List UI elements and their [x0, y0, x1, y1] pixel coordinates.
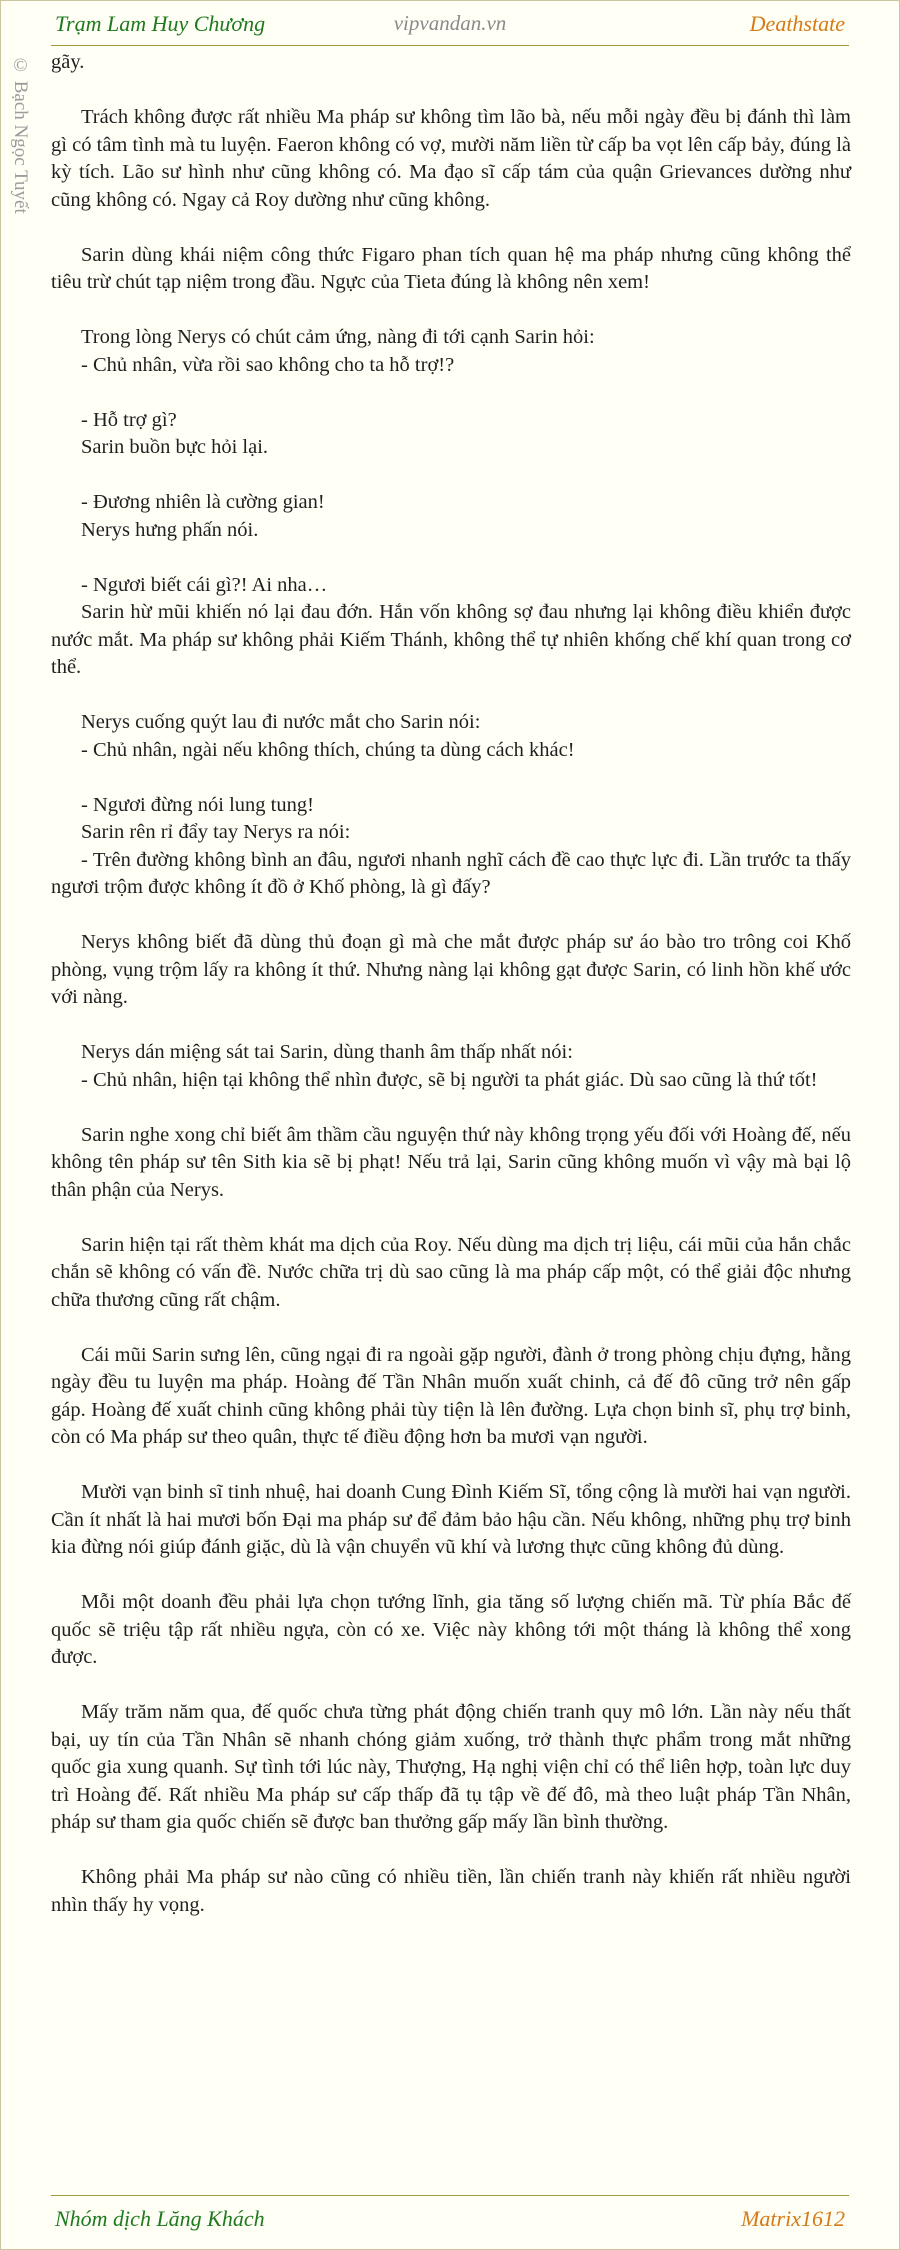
- paragraph-line: Sarin hiện tại rất thèm khát ma dịch của Roy. Nếu dùng ma dịch trị liệu, cái mũi của hắn chắc chắn sẽ không có vấn đề. Nước chữa trị dù sao cũng là ma pháp cấp một, có thể giải độc nhưng chữa thương cũng rất chậm.: [51, 1233, 851, 1311]
- header-book-title: Trạm Lam Huy Chương: [55, 11, 266, 36]
- paragraph-line: Nerys không biết đã dùng thủ đoạn gì mà che mắt được pháp sư áo bào tro trông coi Khố phòng, vụng trộm lấy ra không ít thứ. Nhưng nàng lại không gạt được Sarin, có linh hồn khế ước với nàng.: [51, 931, 851, 1008]
- paragraph: [51, 1232, 851, 1315]
- paragraph-line: Sarin nghe xong chỉ biết âm thầm cầu nguyện thứ này không trọng yếu đối với Hoàng đế, nếu không tên pháp sư tên Sith kia sẽ bị phạt! Nếu trả lại, Sarin cũng không muốn vì vậy mà bại lộ thân phận của Nerys.: [51, 1123, 851, 1201]
- paragraph-line: - Chủ nhân, hiện tại không thể nhìn được, sẽ bị người ta phát giác. Dù sao cũng là thứ tốt!: [81, 1068, 818, 1091]
- copyright-text: © Bạch Ngọc Tuyết: [10, 55, 31, 214]
- paragraph: [51, 242, 851, 297]
- paragraph-line: Mấy trăm năm qua, đế quốc chưa từng phát động chiến tranh quy mô lớn. Lần này nếu thất bại, uy tín của Tần Nhân sẽ nhanh chóng giảm xuống, trở thành thực phẩm trong mắt những quốc gia xung quanh. Sự tình tới lúc này, Thượng, Hạ nghị viện chỉ có thể liên hợp, toàn lực duy trì Hoàng đế. Rất nhiều Ma pháp sư cấp thấp đã tụ tập về đế đô, mà theo luật pháp Tần Nhân, pháp sư tham gia quốc chiến sẽ được ban thưởng gấp mấy lần bình thường.: [51, 1701, 851, 1833]
- paragraph-line: Sarin hừ mũi khiến nó lại đau đớn. Hắn vốn không sợ đau nhưng lại không điều khiển được nước mắt. Ma pháp sư không phải Kiếm Thánh, không thể tự nhiên khống chế khí quan trong cơ thể.: [51, 601, 851, 678]
- paragraph-line: - Đương nhiên là cường gian!: [81, 491, 325, 513]
- paragraph: [51, 1589, 851, 1672]
- paragraph-line: Sarin buồn bực hỏi lại.: [81, 436, 269, 458]
- paragraph-line: - Ngươi đừng nói lung tung!: [81, 793, 314, 816]
- paragraph-line: Trong lòng Nerys có chút cảm ứng, nàng đi tới cạnh Sarin hỏi:: [81, 326, 595, 348]
- paragraph-line: Mười vạn binh sĩ tinh nhuệ, hai doanh Cung Đình Kiếm Sĩ, tổng cộng là mười hai vạn người. Cần ít nhất là hai mươi bốn Đại ma pháp sư để đảm bảo hậu cần. Nếu không, những phụ trợ binh kia đừng nói giúp đánh giặc, dù là vận chuyển vũ khí và lương thực cũng không đủ dùng.: [51, 1481, 851, 1558]
- paragraph: [51, 572, 851, 682]
- paragraph: [51, 49, 851, 77]
- paragraph: [51, 929, 851, 1012]
- footer-editor: Matrix1612: [741, 2206, 845, 2231]
- header-translator: Deathstate: [749, 11, 845, 36]
- paragraph-line: - Hỗ trợ gì?: [81, 408, 177, 431]
- paragraph: [51, 1039, 851, 1094]
- paragraph: [51, 104, 851, 214]
- paragraph-line: gãy.: [51, 51, 85, 73]
- footer-divider: [51, 2195, 849, 2196]
- footer-group-name: Nhóm dịch Lăng Khách: [55, 2206, 265, 2231]
- header-divider: [51, 45, 849, 46]
- paragraph-line: Cái mũi Sarin sưng lên, cũng ngại đi ra ngoài gặp người, đành ở trong phòng chịu đựng, hằng ngày đều tu luyện ma pháp. Hoàng đế Tần Nhân muốn xuất chinh, cả đế đô cũng trở nên gấp gáp. Hoàng đế xuất chinh cũng không phải tùy tiện là lên đường. Lựa chọn binh sĩ, phụ trợ binh, còn có Ma pháp sư theo quân, thực tế điều động hơn ba mươi vạn người.: [51, 1343, 851, 1448]
- paragraph: [51, 1479, 851, 1562]
- paragraph: [51, 1342, 851, 1452]
- header-site-name: vipvandan.vn: [393, 11, 507, 35]
- paragraph: [51, 1864, 851, 1919]
- chapter-body: [51, 49, 851, 1919]
- paragraph-line: - Chủ nhân, vừa rồi sao không cho ta hỗ trợ!?: [81, 353, 455, 376]
- paragraph-line: - Chủ nhân, ngài nếu không thích, chúng ta dùng cách khác!: [81, 738, 575, 761]
- paragraph-line: Nerys hưng phấn nói.: [81, 518, 259, 541]
- paragraph: [51, 407, 851, 462]
- paragraph-line: Không phải Ma pháp sư nào cũng có nhiều tiền, lần chiến tranh này khiến rất nhiều người nhìn thấy hy vọng.: [51, 1866, 851, 1916]
- paragraph-line: - Trên đường không bình an đâu, ngươi nhanh nghĩ cách đề cao thực lực đi. Lần trước ta thấy ngươi trộm được không ít đồ ở Khố phòng, là gì đấy?: [51, 848, 851, 898]
- page-header: [51, 9, 849, 41]
- paragraph-line: Mỗi một doanh đều phải lựa chọn tướng lĩnh, gia tăng số lượng chiến mã. Từ phía Bắc đế quốc sẽ triệu tập rất nhiều ngựa, còn có xe. Việc này không tới một tháng là không thể xong được.: [51, 1591, 851, 1668]
- paragraph-line: - Ngươi biết cái gì?! Ai nha…: [81, 573, 328, 596]
- paragraph: [51, 324, 851, 379]
- page-footer: [51, 2204, 849, 2236]
- paragraph: [51, 709, 851, 764]
- paragraph-line: Trách không được rất nhiều Ma pháp sư không tìm lão bà, nếu mỗi ngày đều bị đánh thì làm gì có tâm tình mà tu luyện. Faeron không có vợ, mười năm liền từ cấp ba vọt lên cấp bảy, đúng là kỳ tích. Lão sư hình như cũng không có. Ma đạo sĩ cấp tám của quận Grievances dường như cũng không có. Ngay cả Roy dường như cũng không.: [51, 106, 851, 211]
- paragraph-line: Nerys dán miệng sát tai Sarin, dùng thanh âm thấp nhất nói:: [81, 1041, 573, 1063]
- copyright-sidebar: [9, 55, 39, 265]
- paragraph-line: Sarin rên rỉ đẩy tay Nerys ra nói:: [81, 821, 351, 843]
- paragraph-line: Sarin dùng khái niệm công thức Figaro phan tích quan hệ ma pháp nhưng cũng không thể tiêu trừ chút tạp niệm trong đầu. Ngực của Tieta đúng là không nên xem!: [51, 243, 851, 293]
- paragraph: [51, 1699, 851, 1837]
- paragraph: [51, 489, 851, 544]
- paragraph: [51, 1122, 851, 1205]
- paragraph-line: Nerys cuống quýt lau đi nước mắt cho Sarin nói:: [81, 711, 481, 733]
- paragraph: [51, 792, 851, 902]
